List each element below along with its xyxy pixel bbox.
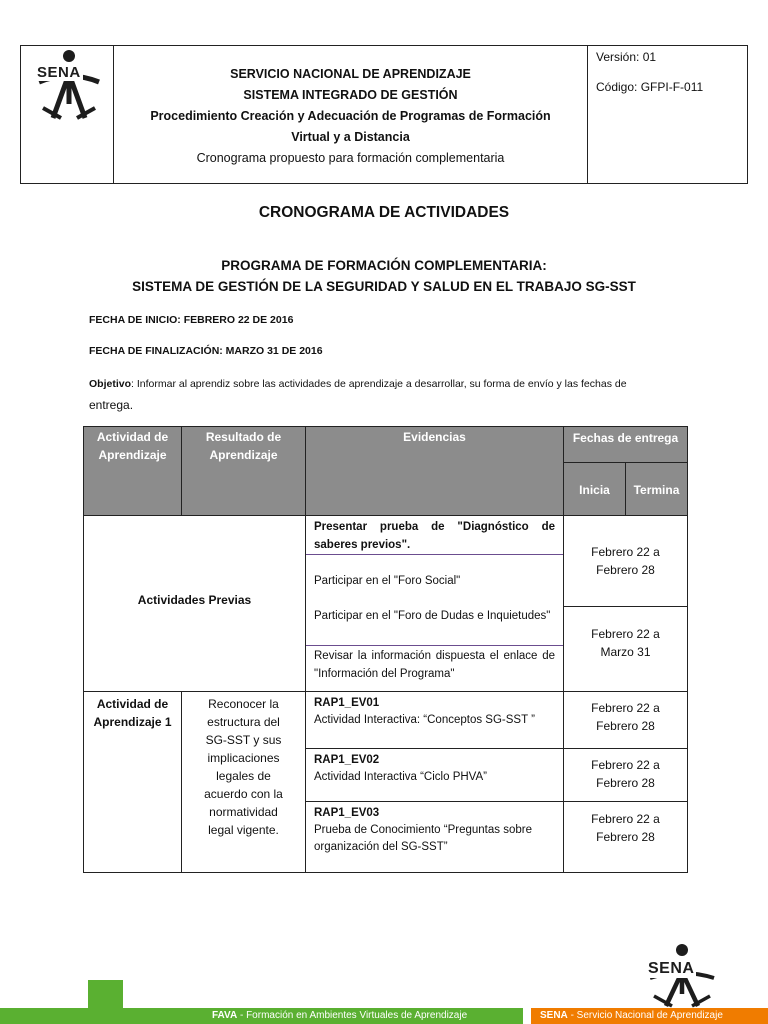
header-meta-cell [588,46,747,183]
schedule-table [83,426,688,873]
program-title [0,255,768,297]
footer-sena-logo [642,942,722,1008]
header-end-text: Termina [633,483,680,497]
prev-activities-label-text: Actividades Previas [137,592,252,607]
footer-fava-bar [0,1008,523,1024]
prev-evidence-4: Revisar la información dispuesta el enlace de "Información del Programa" [314,650,555,680]
sena-logo-icon [33,48,105,128]
header-line-4: Virtual y a Distancia [291,130,410,144]
objective-text-end: entrega. [89,398,134,412]
activity-1-evidence-1 [305,691,564,749]
activity-1-result-text: Reconocer la estructura del SG-SST y sus implicaciones legales de acuerdo con la normatividad legal vigente. [204,697,283,837]
prev-evidence-2-text: Participar en el "Foro Social" [314,575,461,587]
activity-1-result [181,691,306,873]
footer-fava-bold: FAVA [212,1010,238,1021]
header-result [181,426,306,516]
prev-evidence-1: Presentar prueba de "Diagnóstico de saberes previos". [314,521,555,551]
prev-evidence-cell [305,515,564,692]
header-dates [563,426,688,463]
activity-1-label [83,691,182,873]
code-label: Código: GFPI-F-011 [596,80,704,94]
program-title-line-2: SISTEMA DE GESTIÓN DE LA SEGURIDAD Y SALUD EN EL TRABAJO SG-SST [132,279,636,294]
start-date: FECHA DE INICIO: FEBRERO 22 DE 2016 [89,314,294,326]
footer-fava-text: - Formación en Ambientes Virtuales de Aprendizaje [237,1010,468,1021]
header-activity-text: Actividad de Aprendizaje [96,430,169,462]
header-title-cell [114,46,588,183]
header-start-text: Inicia [579,483,610,497]
activity-1-date-2-text: Febrero 22 a Febrero 28 [591,758,660,790]
activity-1-evidence-3 [305,801,564,873]
prev-date-1 [563,515,688,607]
header-evidence-text: Evidencias [403,430,466,444]
activity-1-date-3-text: Febrero 22 a Febrero 28 [591,812,660,844]
prev-activities-label [83,515,306,692]
objective-text: : Informar al aprendiz sobre las actividades de aprendizaje a desarrollar, su forma de envío y las fechas de [131,378,627,390]
header-dates-text: Fechas de entrega [572,431,679,445]
prev-date-2 [563,606,688,692]
evidence-code-2: RAP1_EV02 [314,754,380,766]
footer-sena-bar [531,1008,768,1024]
header-activity [83,426,182,516]
prev-date-1-text: Febrero 22 a Febrero 28 [591,545,660,577]
activity-1-date-3 [563,801,688,873]
activity-1-date-1-text: Febrero 22 a Febrero 28 [591,701,660,733]
header-start [563,462,626,516]
header-line-1: SERVICIO NACIONAL DE APRENDIZAJE [230,67,471,81]
evidence-desc-2: Actividad Interactiva “Ciclo PHVA” [314,771,487,783]
activity-1-evidence-2 [305,748,564,802]
activity-1-date-2 [563,748,688,802]
header-line-2: SISTEMA INTEGRADO DE GESTIÓN [243,88,458,102]
evidence-desc-1: Actividad Interactiva: “Conceptos SG-SST ” [314,714,535,726]
header-evidence [305,426,564,516]
logo-word: SENA [37,64,81,81]
objective-label: Objetivo [89,378,132,390]
logo-cell [21,46,114,183]
evidence-desc-3: Prueba de Conocimiento “Preguntas sobre organización del SG-SST” [314,824,532,853]
prev-evidence-3: Participar en el "Foro de Dudas e Inquietudes" [314,610,551,622]
footer-sena-text: - Servicio Nacional de Aprendizaje [567,1010,723,1021]
footer-green-block [88,980,123,1008]
header-end [625,462,688,516]
prev-evidence-2 [306,556,563,606]
version-label: Versión: 01 [596,50,657,64]
program-title-line-1: PROGRAMA DE FORMACIÓN COMPLEMENTARIA: [221,258,547,273]
footer-sena-bold: SENA [540,1010,568,1021]
activity-1-label-text: Actividad de Aprendizaje 1 [93,697,172,729]
header-line-5: Cronograma propuesto para formación complementaria [196,151,505,165]
footer-logo-word: SENA [648,960,695,977]
header-result-text: Resultado de Aprendizaje [205,430,282,462]
sena-logo [33,48,105,128]
activity-1-date-1 [563,691,688,749]
document-header [20,45,748,184]
evidence-code-3: RAP1_EV03 [314,807,380,819]
evidence-code-1: RAP1_EV01 [314,697,380,709]
prev-date-2-text: Febrero 22 a Marzo 31 [591,627,660,659]
page-title: CRONOGRAMA DE ACTIVIDADES [258,204,510,221]
objective-paragraph [89,374,689,417]
end-date: FECHA DE FINALIZACIÓN: MARZO 31 DE 2016 [89,345,323,357]
header-line-3: Procedimiento Creación y Adecuación de Programas de Formación [150,109,551,123]
